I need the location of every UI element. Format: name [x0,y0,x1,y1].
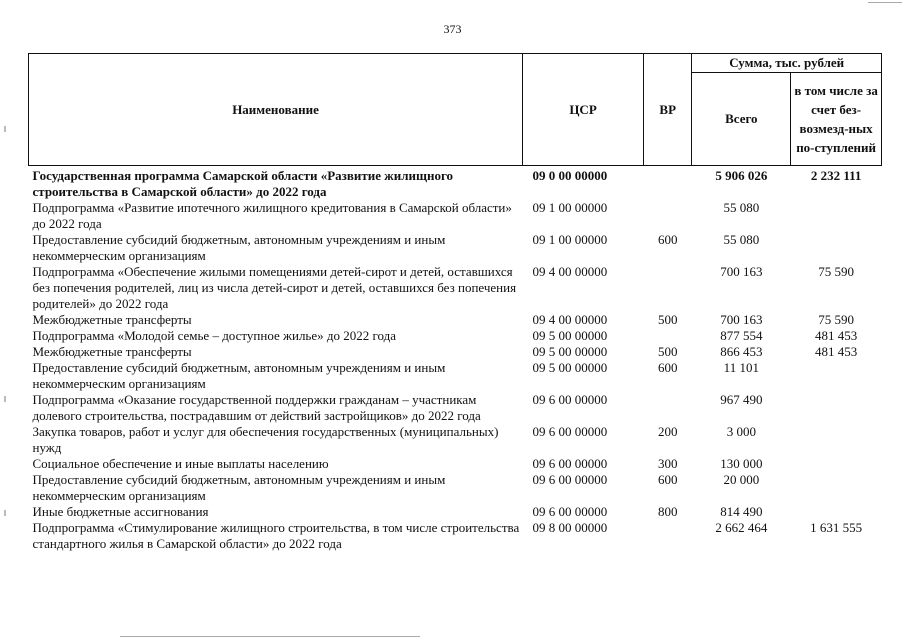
cell-name: Подпрограмма «Обеспечение жилыми помещениями детей-сирот и детей, оставшихся без попечения родителей, лиц из числа детей-сирот и детей, оставшихся без попечения родителей» до 2022 года [32,264,517,311]
cell-total: 814 490 [720,504,763,519]
cell-csr: 09 6 00 00000 [532,504,608,519]
cell-vr: 500 [657,344,678,359]
cell-name: Социальное обеспечение и иные выплаты населению [32,456,329,471]
header-total: Всего [692,73,791,166]
cell-total: 877 554 [720,328,763,343]
cell-total: 55 080 [723,200,760,215]
cell-free: 2 232 111 [810,168,862,183]
cell-free [791,504,882,520]
header-name: Наименование [29,54,523,166]
cell-csr: 09 1 00 00000 [532,200,608,215]
table-row [29,344,882,360]
cell-free [791,472,882,504]
header-vr: ВР [644,54,692,166]
cell-name: Иные бюджетные ассигнования [32,504,209,519]
cell-free [791,232,882,264]
table-row [29,392,882,424]
cell-csr: 09 0 00 00000 [532,168,608,183]
scan-edge-mark [4,510,6,516]
cell-free [791,200,882,232]
cell-csr: 09 5 00 00000 [532,328,608,343]
header-sum: Сумма, тыс. рублей [692,54,882,73]
cell-vr [644,264,692,312]
cell-vr: 600 [657,472,678,487]
cell-free [791,392,882,424]
cell-total: 3 000 [726,424,756,439]
header-free: в том числе за счет без-возмезд-ных по-ступлений [791,73,882,166]
cell-name: Подпрограмма «Стимулирование жилищного строительства, в том числе строительства стандартного жилья в Самарской области» до 2022 года [32,520,520,551]
scan-edge-line [120,636,420,637]
table-row [29,232,882,264]
cell-total: 700 163 [720,264,763,279]
page-number: 373 [443,22,462,36]
header-csr: ЦСР [523,54,644,166]
cell-csr: 09 4 00 00000 [532,264,608,279]
budget-table [28,53,882,552]
cell-name: Подпрограмма «Молодой семье – доступное жилье» до 2022 года [32,328,397,343]
cell-vr [644,520,692,552]
cell-csr: 09 5 00 00000 [532,360,608,375]
cell-vr: 200 [657,424,678,439]
cell-total: 20 000 [723,472,760,487]
table-row [29,166,882,201]
cell-name: Подпрограмма «Оказание государственной поддержки гражданам – участникам долевого строительства, пострадавшим от действий застройщиков» до 2022 года [32,392,481,423]
scan-edge-mark [4,126,6,132]
cell-vr [644,392,692,424]
cell-csr: 09 6 00 00000 [532,424,608,439]
cell-vr [644,200,692,232]
cell-total: 5 906 026 [715,168,768,183]
table-row [29,312,882,328]
cell-csr: 09 8 00 00000 [532,520,608,535]
cell-total: 55 080 [723,232,760,247]
table-row [29,424,882,456]
table-header [29,54,882,166]
cell-csr: 09 5 00 00000 [532,344,608,359]
cell-free: 1 631 555 [810,520,863,535]
table-body [29,166,882,553]
cell-name: Подпрограмма «Развитие ипотечного жилищного кредитования в Самарской области» до 2022 года [32,200,512,231]
cell-free: 75 590 [818,312,854,327]
cell-free [791,360,882,392]
cell-vr: 800 [657,504,678,519]
cell-vr: 300 [657,456,678,471]
cell-total: 11 101 [723,360,759,375]
table-row [29,472,882,504]
table-row [29,456,882,472]
table-row [29,200,882,232]
cell-csr: 09 1 00 00000 [532,232,608,247]
scan-edge-line [868,2,902,3]
cell-name: Государственная программа Самарской области «Развитие жилищного строительства в Самарской области» до 2022 года [32,168,454,199]
cell-name: Предоставление субсидий бюджетным, автономным учреждениям и иным некоммерческим организациям [32,232,446,263]
cell-vr: 600 [657,360,678,375]
cell-csr: 09 6 00 00000 [532,472,608,487]
cell-csr: 09 6 00 00000 [532,392,608,407]
cell-name: Межбюджетные трансферты [32,312,192,327]
cell-name: Межбюджетные трансферты [32,344,192,359]
table-row [29,520,882,552]
cell-free [791,424,882,456]
cell-name: Предоставление субсидий бюджетным, автономным учреждениям и иным некоммерческим организациям [32,360,446,391]
cell-name: Предоставление субсидий бюджетным, автономным учреждениям и иным некоммерческим организациям [32,472,446,503]
cell-vr [644,328,692,344]
cell-total: 700 163 [720,312,763,327]
table-row [29,328,882,344]
scan-edge-mark [4,396,6,402]
cell-csr: 09 4 00 00000 [532,312,608,327]
table-row [29,504,882,520]
cell-total: 866 453 [720,344,763,359]
cell-free [791,456,882,472]
cell-free: 481 453 [814,328,858,343]
table-row [29,360,882,392]
cell-vr [644,166,692,201]
cell-vr: 600 [657,232,678,247]
cell-free: 481 453 [814,344,858,359]
cell-total: 2 662 464 [715,520,768,535]
cell-free: 75 590 [818,264,854,279]
cell-total: 130 000 [720,456,763,471]
table-row [29,264,882,312]
cell-total: 967 490 [720,392,763,407]
cell-csr: 09 6 00 00000 [532,456,608,471]
cell-name: Закупка товаров, работ и услуг для обеспечения государственных (муниципальных) нужд [32,424,499,455]
cell-vr: 500 [657,312,678,327]
